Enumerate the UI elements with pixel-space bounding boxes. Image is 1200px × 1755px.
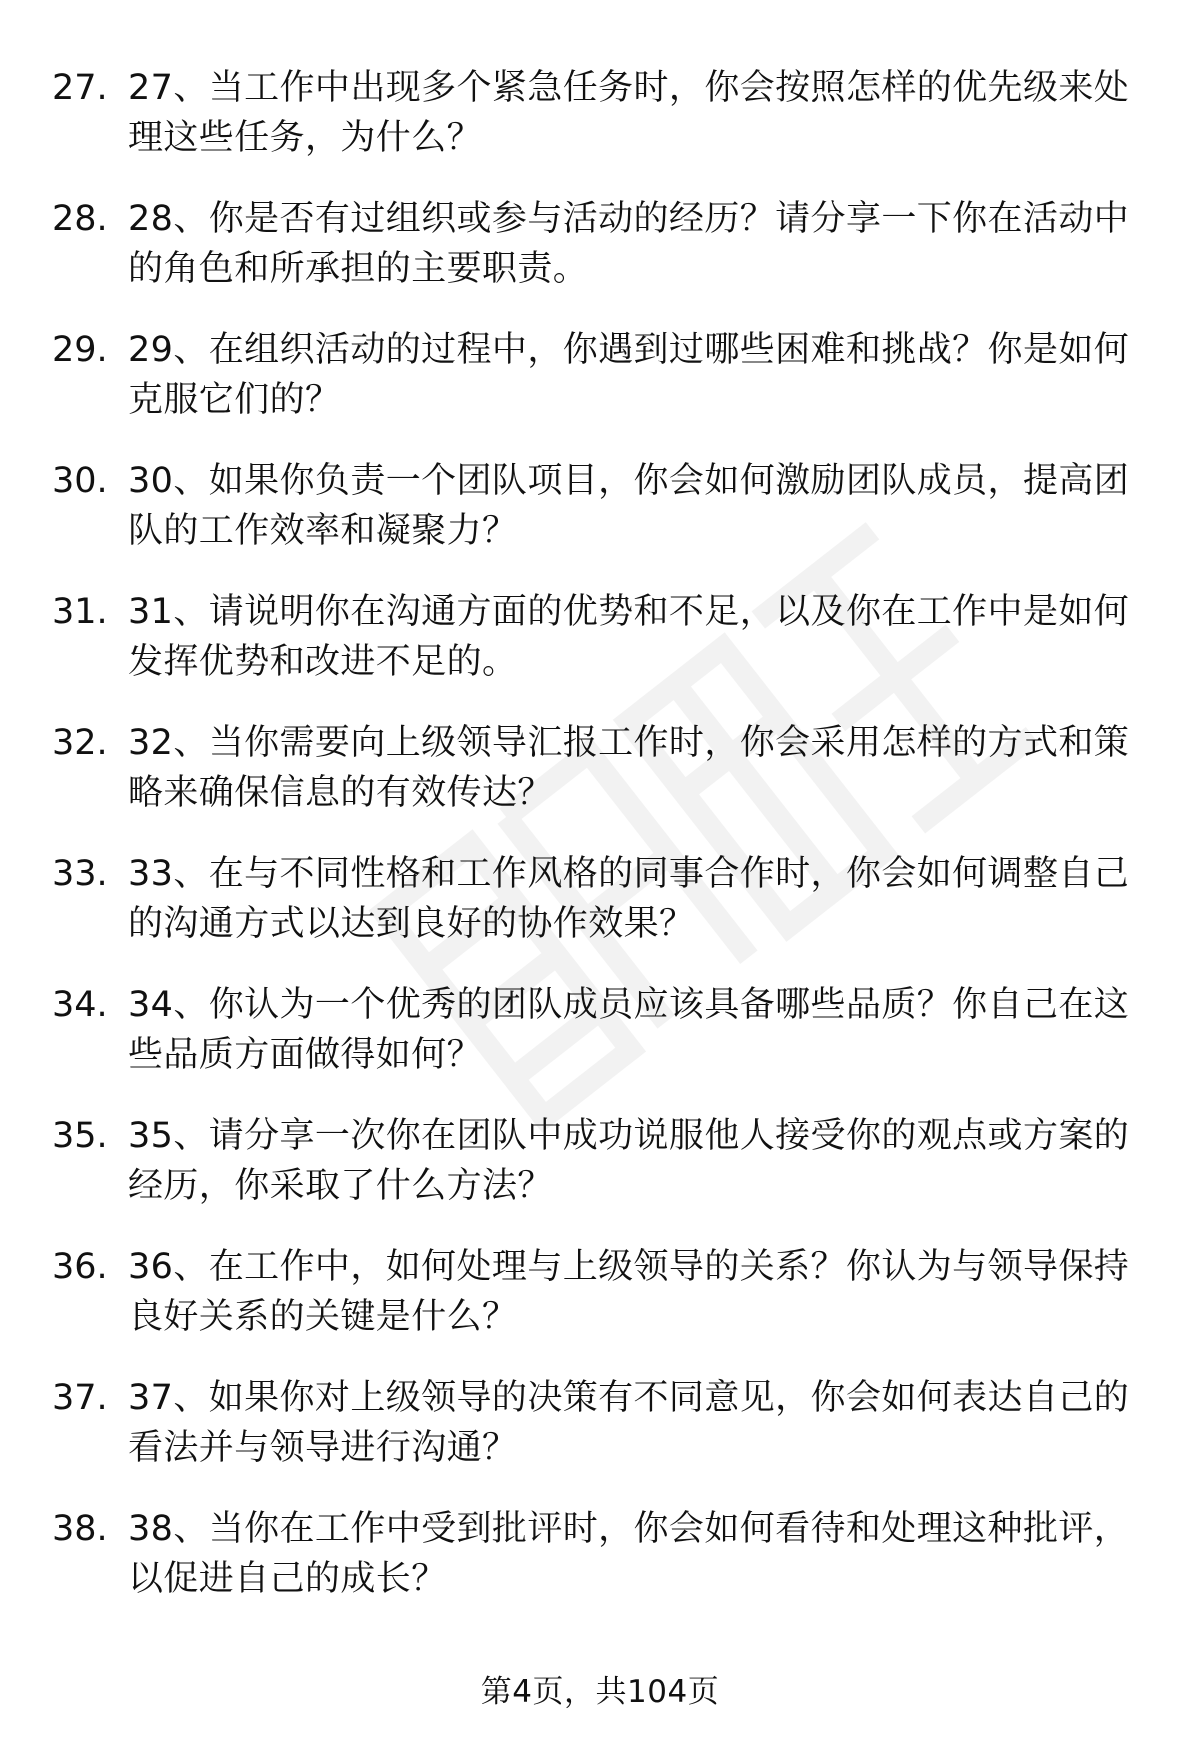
list-item <box>0 448 1200 579</box>
list-item <box>0 186 1200 317</box>
question-text: 34、你认为一个优秀的团队成员应该具备哪些品质？你自己在这些品质方面做得如何？ <box>128 985 1130 1075</box>
list-item <box>0 1496 1200 1627</box>
question-text: 28、你是否有过组织或参与活动的经历？请分享一下你在活动中的角色和所承担的主要职责。 <box>128 199 1130 289</box>
list-item <box>0 55 1200 186</box>
question-text: 35、请分享一次你在团队中成功说服他人接受你的观点或方案的经历，你采取了什么方法？ <box>128 1116 1130 1206</box>
question-number: 34. <box>52 985 108 1025</box>
question-number: 27. <box>52 68 108 108</box>
question-number: 35. <box>52 1116 108 1156</box>
question-number: 28. <box>52 199 108 239</box>
list-item <box>0 579 1200 710</box>
question-text: 36、在工作中，如何处理与上级领导的关系？你认为与领导保持良好关系的关键是什么？ <box>128 1247 1130 1337</box>
question-number: 30. <box>52 461 108 501</box>
question-text: 32、当你需要向上级领导汇报工作时，你会采用怎样的方式和策略来确保信息的有效传达？ <box>128 723 1130 813</box>
page-footer: 第4页，共104页 <box>480 1674 720 1710</box>
question-text: 37、如果你对上级领导的决策有不同意见，你会如何表达自己的看法并与领导进行沟通？ <box>128 1378 1130 1468</box>
question-number: 37. <box>52 1378 108 1418</box>
list-item <box>0 1234 1200 1365</box>
list-item <box>0 972 1200 1103</box>
question-text: 33、在与不同性格和工作风格的同事合作时，你会如何调整自己的沟通方式以达到良好的协作效果？ <box>128 854 1130 944</box>
list-item <box>0 710 1200 841</box>
question-number: 38. <box>52 1509 108 1549</box>
question-text: 38、当你在工作中受到批评时，你会如何看待和处理这种批评，以促进自己的成长？ <box>128 1509 1130 1599</box>
question-number: 33. <box>52 854 108 894</box>
question-text: 27、当工作中出现多个紧急任务时，你会按照怎样的优先级来处理这些任务，为什么？ <box>128 68 1130 158</box>
list-item <box>0 317 1200 448</box>
list-item <box>0 841 1200 972</box>
question-number: 32. <box>52 723 108 763</box>
question-text: 30、如果你负责一个团队项目，你会如何激励团队成员，提高团队的工作效率和凝聚力？ <box>128 461 1130 551</box>
question-number: 31. <box>52 592 108 632</box>
list-item <box>0 1365 1200 1496</box>
question-list <box>0 55 1200 1627</box>
question-number: 29. <box>52 330 108 370</box>
question-text: 29、在组织活动的过程中，你遇到过哪些困难和挑战？你是如何克服它们的？ <box>128 330 1130 420</box>
question-text: 31、请说明你在沟通方面的优势和不足，以及你在工作中是如何发挥优势和改进不足的。 <box>128 592 1130 682</box>
list-item <box>0 1103 1200 1234</box>
question-number: 36. <box>52 1247 108 1287</box>
